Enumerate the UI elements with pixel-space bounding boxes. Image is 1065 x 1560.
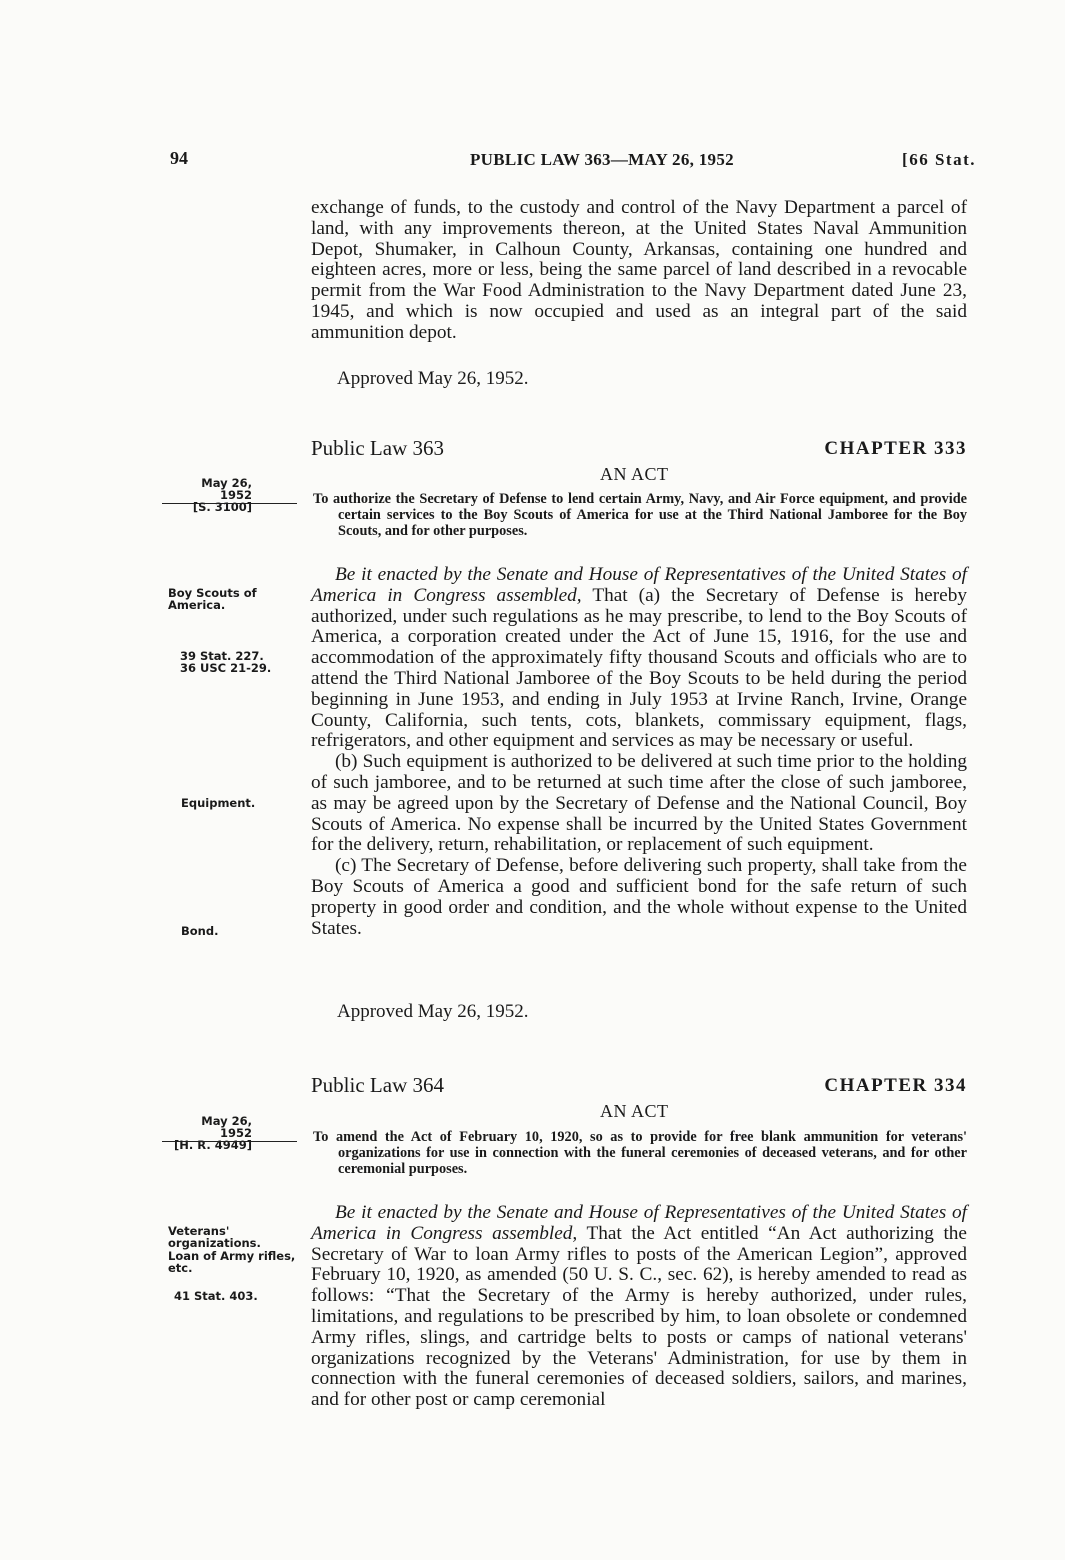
purpose-364 [313, 1129, 967, 1177]
section-b: (b) Such equipment is authorized to be delivered at such time prior to the holding of such jamboree, and to be returned at such time after the close of such jamboree, as may be agreed upon by the Secretary of Defense and the National Council, Boy Scouts of America. No expense shall be incurred by the United States Government for the delivery, return, rehabilitation, or replacement of such equipment. [311, 751, 967, 856]
margin-date-364 [168, 1115, 252, 1151]
intro-text: exchange of funds, to the custody and control of the Navy Department a parcel of land, with any improvements thereon, at the United States Naval Ammunition Depot, Shumaker, in Calhoun County, Arkansas, containing one hundred and eighteen acres, more or less, being the same parcel of land described in a revocable permit from the War Food Administration to the Navy Department dated June 23, 1945, and which is now occupied and used as an integral part of the said ammunition depot. [311, 197, 967, 343]
margin-equipment: Equipment. [181, 796, 256, 810]
margin-bond: Bond. [181, 924, 219, 938]
margin-loan: Loan of Army rifles, etc. [168, 1249, 296, 1275]
margin-bill: [H. R. 4949] [174, 1138, 252, 1152]
statute-reference: [66 Stat. [902, 150, 976, 169]
an-act-heading-363: AN ACT [600, 464, 669, 484]
page-number: 94 [170, 148, 188, 168]
margin-stat-41: 41 Stat. 403. [174, 1289, 258, 1303]
body-text: That the Act entitled “An Act authorizing the Secretary of War to loan Army rifles to posts of the American Legion”, approved February 10, 1920, as amended (50 U. S. C., sec. 62), is hereby amended to read as follows: “That the Secretary of the Army is hereby authorized, under rules, limitations, and regulations to be prescribed by him, to loan obsolete or condemned Army rifles, slings, and cartridge belts to posts or camps of national veterans' organizations recognized by the Veterans' Administration, for use by them in connection with the funeral ceremonies of deceased soldiers, sailors, and marines, and for other post or camp ceremonial [311, 1222, 967, 1411]
law-363-body [311, 565, 967, 939]
an-act-heading-364: AN ACT [600, 1101, 669, 1121]
section-1 [311, 1203, 967, 1411]
public-law-364-title: Public Law 364 [311, 1073, 444, 1097]
law-364-body [311, 1203, 967, 1411]
enacting-clause: Be it enacted by the Senate and House of Representatives of the United States of America in Congress assembled, [311, 1202, 967, 1244]
margin-date-363 [168, 477, 252, 513]
intro-approved: Approved May 26, 1952. [337, 368, 529, 389]
purpose-text: To amend the Act of February 10, 1920, so as to provide for free blank ammunition for veterans' organizations for use in connection with the funeral ceremonies of deceased veterans, and for other ceremonial purposes. [313, 1129, 967, 1177]
section-c: (c) The Secretary of Defense, before delivering such property, shall take from the Boy Scouts of America a good and sufficient bond for the safe return of such property in good order and condition, and the whole without expense to the United States. [311, 855, 967, 939]
purpose-text: To authorize the Secretary of Defense to lend certain Army, Navy, and Air Force equipment, and provide certain services to the Boy Scouts of America for use at the Third National Jamboree for the Boy Scouts, and for other purposes. [313, 491, 967, 539]
intro-paragraph [311, 198, 967, 344]
para-a-text: That (a) the Secretary of Defense is hereby authorized, under such regulations as he may prescribe, to lend to the Boy Scouts of America, a corporation created under the Act of June 15, 1916, for the use and accommodation of the approximately fifty thousand Scouts and officials who are to attend the Third National Jamboree of the Boy Scouts to be held during the period beginning in June 1953, and ending in July 1953 at Irvine Ranch, Irvine, Orange County, California, such tents, cots, blankets, commissary equipment, flags, refrigerators, and other equipment and services as may be necessary or useful. [311, 584, 968, 752]
margin-stat-1: 39 Stat. 227. [180, 649, 264, 663]
margin-bill: [S. 3100] [192, 500, 252, 514]
approved-363: Approved May 26, 1952. [337, 1001, 529, 1022]
margin-date: May 26, 1952 [201, 1114, 252, 1140]
margin-statute-cite [180, 650, 310, 674]
header-title: PUBLIC LAW 363—MAY 26, 1952 [470, 150, 734, 169]
margin-rule-364 [162, 1141, 297, 1142]
public-law-363-title: Public Law 363 [311, 436, 444, 460]
chapter-334: CHAPTER 334 [824, 1075, 967, 1096]
margin-boy-scouts: Boy Scouts of America. [168, 586, 257, 612]
margin-stat-2: 36 USC 21-29. [180, 661, 272, 675]
margin-veterans: Veterans' organizations. [168, 1224, 261, 1250]
purpose-363 [313, 491, 967, 539]
margin-rule-363 [162, 503, 297, 504]
margin-date: May 26, 1952 [201, 476, 252, 502]
running-header [170, 148, 976, 174]
section-a [311, 565, 967, 752]
enacting-clause: Be it enacted by the Senate and House of Representatives of the United States of America in Congress assembled, [311, 564, 967, 606]
chapter-333: CHAPTER 333 [824, 438, 967, 459]
